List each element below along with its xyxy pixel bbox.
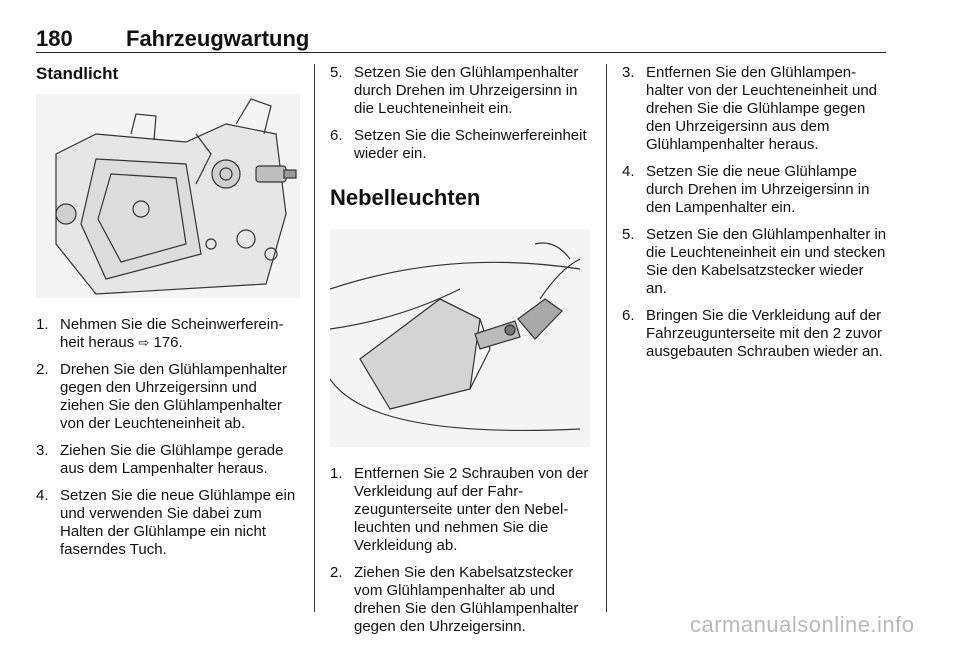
section-title-standlicht: Standlicht [36,64,119,83]
column-middle [330,64,590,645]
page-header [36,22,886,53]
list-item: 6. Setzen Sie die Scheinwerfereinheit wieder ein. [330,127,587,162]
column-standlicht [36,64,300,568]
list-item: 3. Entfernen Sie den Glühlampenhalter von der Leuchteneinheit und drehen Sie die Glühlampe gegen den Uhrzeigersinn aus dem Glühlampenhalter heraus. [622,64,878,153]
list-item: 6. Bringen Sie die Verkleidung auf der Fahrzeugunterseite mit den 2 zuvor ausgebauten Schrauben wieder an. [622,307,883,360]
column-divider [314,64,315,612]
list-item: 5. Setzen Sie den Glühlampenhalter durch Drehen im Uhrzeigersinn in die Leuchteneinheit ein. [330,64,579,117]
column-divider [606,64,607,612]
steps-list-nebelleuchten [330,465,590,636]
watermark-text: carmanualsonline.info [690,612,915,637]
list-item: 4. Setzen Sie die neue Glühlampe durch Drehen im Uhrzeigersinn in den Lampenhalter ein. [622,163,870,216]
list-item: 4. Setzen Sie die neue Glühlampe ein und verwenden Sie dabei zum Halten der Glühlampe ein nicht faserndes Tuch. [36,487,296,558]
list-item: 3. Ziehen Sie die Glühlampe gerade aus dem Lampenhalter heraus. [36,442,284,477]
headlamp-illustration [36,94,300,298]
steps-list-standlicht-cont [330,64,590,163]
section-title-nebelleuchten: Nebelleuchten [330,185,481,210]
steps-list-standlicht [36,316,300,559]
column-right [622,64,888,370]
list-item: 1. Nehmen Sie die Scheinwerfereinheit heraus ⇨ 176. [36,316,284,351]
page-title: Fahrzeugwartung [126,26,310,51]
page-reference-link[interactable]: 176. [153,334,183,351]
list-item: 1. Entfernen Sie 2 Schrauben von der Verkleidung auf der Fahrzeugunterseite unter den Nebelleuchten und nehmen Sie die Verkleidung ab. [330,465,589,554]
page-number: 180 [36,26,73,51]
list-item: 2. Ziehen Sie den Kabelsatzstecker vom Glühlampenhalter ab und drehen Sie den Glühlampenhalter gegen den Uhrzeigersinn. [330,564,579,635]
list-item: 2. Drehen Sie den Glühlampenhalter gegen den Uhrzeigersinn und ziehen Sie den Glühlampenhalter von der Leuchteneinheit ab. [36,361,287,432]
list-item: 5. Setzen Sie den Glühlampenhalter in die Leuchteneinheit ein und stecken Sie den Kabelsatzstecker wieder an. [622,226,887,297]
reference-arrow-icon: ⇨ [138,335,150,350]
steps-list-nebelleuchten-cont [622,64,888,361]
fog-lamp-illustration [330,229,590,447]
